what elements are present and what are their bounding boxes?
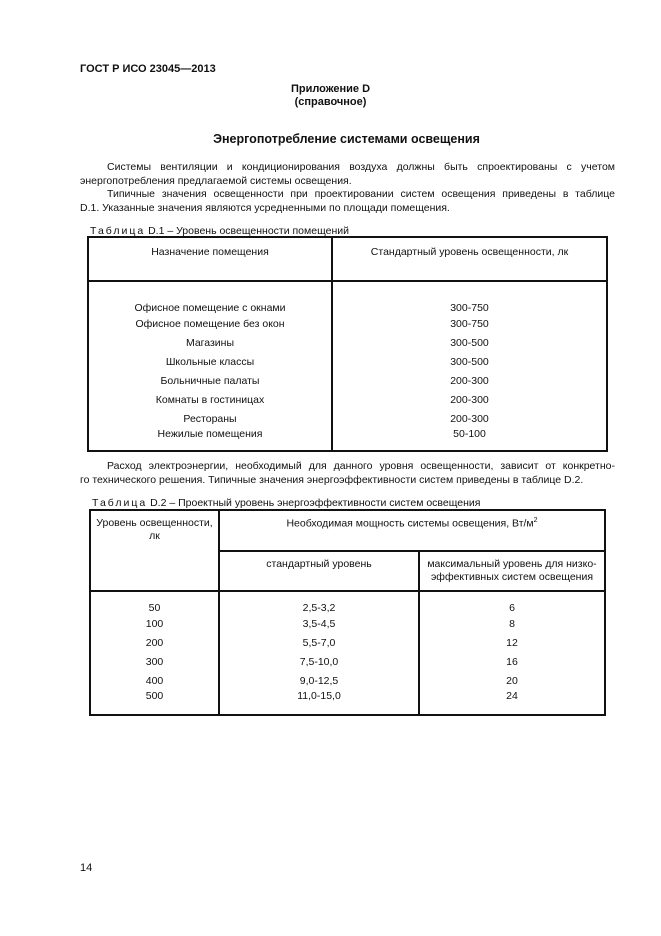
table1-header-level: Стандартный уровень освещенности, лк	[332, 237, 607, 281]
table2-cell-max: 6	[419, 591, 605, 614]
table1-cell-room: Рестораны	[88, 409, 332, 428]
table2-cell-max: 16	[419, 652, 605, 671]
paragraph-3-line-2: го технического решения. Типичные значения энергоэффективности систем приведены в таблице D.2.	[80, 474, 584, 486]
table2-cell-level: 500	[90, 690, 219, 715]
table2-row	[90, 652, 605, 671]
table1-cell-level: 300-750	[332, 281, 607, 314]
table2-row	[90, 614, 605, 633]
table1-row	[88, 428, 607, 451]
table1-cell-level: 300-500	[332, 352, 607, 371]
table1-row	[88, 409, 607, 428]
table2-cell-standard: 11,0-15,0	[219, 690, 419, 715]
table2-header-max-line-1: максимальный уровень для низко-	[427, 558, 597, 570]
table1-row	[88, 371, 607, 390]
table1-row	[88, 314, 607, 333]
table2-cell-max: 8	[419, 614, 605, 633]
table1-cell-level: 200-300	[332, 371, 607, 390]
table-energy-efficiency	[89, 509, 606, 716]
table2-header-max-line-2: эффективных систем освещения	[430, 571, 594, 583]
table2-cell-level: 200	[90, 633, 219, 652]
table2-cell-standard: 9,0-12,5	[219, 671, 419, 690]
paragraph-2-line-1: Типичные значения освещенности при проектировании систем освещения приведены в таблице	[107, 188, 615, 200]
table1-cell-level: 50-100	[332, 428, 607, 451]
table1-caption-text: D.1 – Уровень освещенности помещений	[148, 225, 349, 237]
table2-cell-level: 300	[90, 652, 219, 671]
appendix-title: Приложение D	[290, 83, 371, 95]
table2-cell-standard: 3,5-4,5	[219, 614, 419, 633]
table2-caption-text: D.2 – Проектный уровень энергоэффективности систем освещения	[150, 497, 481, 509]
table1-cell-room: Нежилые помещения	[88, 428, 332, 451]
table1-row	[88, 352, 607, 371]
table2-cell-level: 100	[90, 614, 219, 633]
paragraph-3-line-1: Расход электроэнергии, необходимый для данного уровня освещенности, зависит от конкретно-	[107, 460, 615, 472]
table1-cell-room: Комнаты в гостиницах	[88, 390, 332, 409]
table2-header-group-sup: 2	[533, 517, 538, 524]
table1-row	[88, 281, 607, 314]
table2-cell-level: 400	[90, 671, 219, 690]
table2-row	[90, 671, 605, 690]
section-title: Энергопотребление системами освещения	[213, 132, 480, 146]
paragraph-1-line-2: энергопотребления предлагаемой системы освещения.	[80, 175, 352, 187]
table2-header-group-text: Необходимая мощность системы освещения, Вт/м	[286, 517, 534, 530]
table2-cell-standard: 7,5-10,0	[219, 652, 419, 671]
document-header: ГОСТ Р ИСО 23045—2013	[80, 63, 216, 75]
table2-header-standard: стандартный уровень	[219, 551, 419, 591]
table2-caption	[92, 497, 480, 509]
table2-cell-standard: 2,5-3,2	[219, 591, 419, 614]
table2-cell-max: 20	[419, 671, 605, 690]
table1-cell-level: 200-300	[332, 409, 607, 428]
table2-header-group	[219, 510, 605, 551]
table1-row	[88, 390, 607, 409]
table2-header-max	[419, 551, 605, 591]
table2-header-level-line-2: лк	[149, 530, 160, 542]
table2-cell-max: 24	[419, 690, 605, 715]
paragraph-1-line-1: Системы вентиляции и кондиционирования воздуха должны быть спроектированы с учетом	[107, 161, 615, 173]
table1-row	[88, 333, 607, 352]
paragraph-3	[80, 459, 615, 487]
table1-cell-room: Школьные классы	[88, 352, 332, 371]
table2-row	[90, 690, 605, 715]
paragraph-1	[80, 160, 615, 188]
table2-row	[90, 633, 605, 652]
table-illumination	[87, 236, 608, 452]
table2-cell-standard: 5,5-7,0	[219, 633, 419, 652]
table1-cell-level: 300-500	[332, 333, 607, 352]
table1-cell-room: Офисное помещение с окнами	[88, 281, 332, 314]
table1-header-room: Назначение помещения	[88, 237, 332, 281]
table1-caption-word: Таблица	[90, 225, 146, 237]
paragraph-2	[80, 187, 615, 215]
table1-cell-level: 200-300	[332, 390, 607, 409]
table1-cell-level: 300-750	[332, 314, 607, 333]
table2-caption-word: Таблица	[92, 497, 148, 509]
table2-cell-max: 12	[419, 633, 605, 652]
table2-row	[90, 591, 605, 614]
paragraph-2-line-2: D.1. Указанные значения являются усредненными по площади помещения.	[80, 202, 450, 214]
table1-cell-room: Магазины	[88, 333, 332, 352]
page-number: 14	[80, 862, 93, 874]
appendix-subtitle: (справочное)	[294, 96, 367, 108]
table2-header-level-line-1: Уровень освещенности,	[96, 517, 213, 529]
table2-header-level	[90, 510, 219, 591]
table1-cell-room: Больничные палаты	[88, 371, 332, 390]
table2-cell-level: 50	[90, 591, 219, 614]
table1-cell-room: Офисное помещение без окон	[88, 314, 332, 333]
